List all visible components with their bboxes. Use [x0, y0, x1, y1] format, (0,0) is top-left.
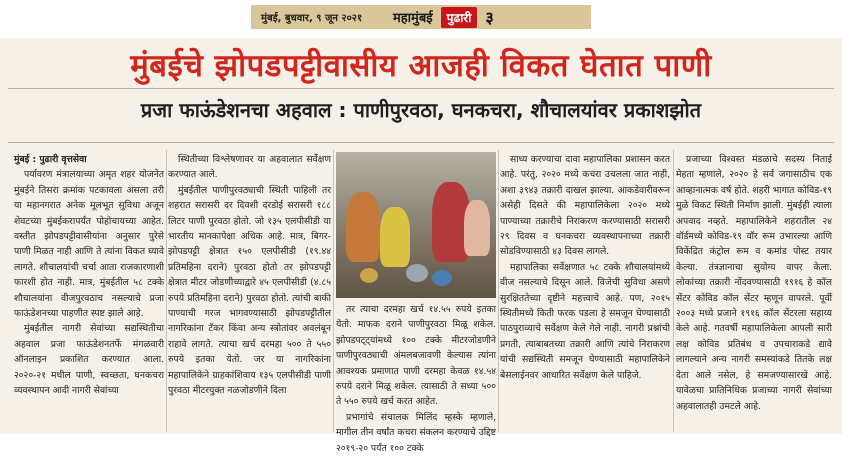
column-paragraph: प्रभागांचे संचालक मिलिंद म्हस्के म्हणाले, मागील तीन वर्षांत कचरा संकलन करण्याचे उद्दिष्ट २०१९-२० पर्यंत १०० टक्के [336, 411, 496, 454]
column-paragraph: मुंबईतील नागरी सेवांच्या सद्यस्थितीचा अहवाल प्रजा फाऊंडेशनतर्फे मंगळवारी ऑनलाइन प्रकाशित करण्यात आला. २०२०-२१ मधील पाणी, स्वच्छता, घनकचरा व्यवस्थापन आदी नागरी सेवांच्या [14, 323, 164, 397]
article-column-4 [500, 152, 670, 430]
article-column-2 [168, 152, 331, 430]
water-pot-icon [432, 270, 452, 286]
masthead-date: मुंबई, बुधवार, ९ जून २०२१ [261, 13, 363, 24]
article-column-3 [336, 302, 496, 454]
column-paragraph: मुंबईतील पाणीपुरवठ्याची स्थिती पाहिली तर शहरात सरासरी दर दिवशी दरडोई सरासरी १८८ लिटर पाणी पुरवठा होतो. जो १३५ एलपीसीडी या भारतीय मानकापेक्षा अधिक आहे. मात्र, बिगर-झोपडपट्टी क्षेत्रात १५० एलपीसीडी (१९.४४ प्रतिमहिना दराने) पुरवठा होतो तर झोपडपट्टी क्षेत्रात मीटर जोडणीच्याद्वारे ४५ एलपीसीडी (४.८५ रुपये प्रतिमहिना दराने) पुरवठा होतो. त्यांची बाकी पाण्याची गरज भागवण्यासाठी झोपडपट्टीतील नागरिकांना टँकर किंवा अन्य स्त्रोतांवर अवलंबून राहावे लागते. त्याचा खर्च दरमहा ५०० ते ५५० रुपये इतका येतो. जर या नागरिकांना महापालिकेने ग्राहकांशिवाय १३५ एलपीसीडी पाणी पुरवठा मीटरयुक्त नळजोडणीने दिला [168, 184, 331, 397]
article-photo [336, 152, 496, 298]
photo-figure [464, 200, 490, 256]
article-byline: मुंबई : पुढारी वृत्तसेवा [14, 154, 87, 165]
column-divider [673, 150, 674, 432]
article-subheadline: प्रजा फाऊंडेशनचा अहवाल : पाणीपुरवठा, घनकचरा, शौचालयांवर प्रकाशझोत [140, 98, 702, 122]
water-pot-icon [360, 268, 378, 283]
water-pot-icon [406, 264, 428, 282]
newspaper-masthead [251, 5, 591, 29]
column-paragraph: तर त्याचा दरमहा खर्च १४.५५ रुपये इतका येतो. माफक दराने पाणीपुरवठा मिळू शकेल. झोपडपट्ट्यांमध्ये १०० टक्के मीटरजोडणीने पाणीपुरवठ्याची अंमलबजावणी केल्यास त्यांना आवश्यक प्रमाणात पाणी दरमहा केवळ १४.५४ रुपये दराने मिळू शकेल. त्यासाठी ते सध्या ५०० ते ५५० रुपये खर्च करत आहेत. [336, 304, 496, 408]
newspaper-logo: पुढारी [441, 7, 478, 28]
column-paragraph: साध्य करण्याचा दावा महापालिका प्रशासन करत आहे. परंतु, २०२० मध्ये कचरा उचलला जात नाही, अशा ३९४३ तक्रारी दाखल झाल्या. आकडेवारीवरून असेही दिसते की महापालिकेला २०२० मध्ये पाण्याच्या तक्रारीचे निराकरण करण्यासाठी सरासरी २९ दिवस व घनकचरा व्यवस्थापनाच्या तक्रारी सोडविण्यासाठी ४३ दिवस लागले. [500, 154, 670, 258]
column-paragraph: महापालिका सर्वेक्षणात ५८ टक्के शौचालयांमध्ये वीज नसल्याचे दिसून आले. विजेची सुविधा असणे सुरक्षिततेच्या दृष्टीने महत्त्वाचे आहे. पण, २०१५ स्थितीमध्ये किती फरक पडला हे समजून घेण्यासाठी पाठपुराव्याचे सर्वेक्षण केले गेले नाही. नागरी प्रश्नांची प्रगती, त्याबाबतच्या तक्रारी आणि त्यांचे निराकरण यांची सद्यस्थिती समजून घेण्यासाठी महापालिकेने बेसलाईनवर आधारित सर्वेक्षण केले पाहिजे. [500, 261, 670, 381]
page-number: ३ [485, 8, 494, 27]
column-divider [166, 150, 167, 432]
article-column-1 [14, 152, 164, 430]
article-headline: मुंबईचे झोपडपट्टीवासीय आजही विकत घेतात पाणी [130, 48, 712, 84]
subheadline-divider [8, 142, 834, 143]
column-divider [498, 150, 499, 432]
masthead-section: महामुंबई [393, 11, 433, 26]
column-paragraph: प्रजाच्या विश्वस्त मंडळाचे सदस्य निताई मेहता म्हणाले, २०२० हे सर्व जगासाठीच एक आव्हानात्मक वर्ष होते. शहरी भागात कोविड-१९ मुळे विकट स्थिती निर्माण झाली. मुंबईही त्याला अपवाद नव्हते. महापालिकेने शहरातील २४ वॉर्डमध्ये कोविड-१९ वॉर रूम उभारल्या आणि विकेंद्रित कंट्रोल रूम व कमांड पोस्ट तयार केल्या. तंत्रज्ञानाचा सुयोग्य वापर केला. लोकांच्या तक्रारी नोंदवण्यासाठी १९१६ हे कॉल सेंटर कोविड कॉल सेंटर म्हणून वापरले. पूर्वी २००३ मध्ये प्रजाने १९१६ कॉल सेंटरला सहाय्य केले आहे. गतवर्षी महापालिकेला आपली सारी लक्ष कोविड प्रतिबंध व उपचाराकडे द्यावे लागल्याने अन्य नागरी समस्यांकडे तितके लक्ष देता आले नसेल, हे समजण्यासारखे आहे. यावेळचा प्रातिनिधिक प्रजाच्या नागरी सेवांच्या अहवालातही उमटले आहे. [676, 154, 832, 412]
column-divider [333, 150, 334, 432]
photo-figure [346, 192, 380, 262]
column-paragraph: स्थितीच्या विश्लेषणावर या अहवालात सर्वेक्षण करण्यात आले. [168, 154, 331, 181]
column-paragraph: पर्यावरण मंत्रालयाच्या अमृत शहर योजनेत मुंबईने तिसरा क्रमांक पटकावला असला तरी या महानगरात अनेक मूलभूत सुविधा अजून शेवटच्या मुंबईकरापर्यंत पोहोचायच्या आहेत. वस्तीत झोपडपट्टीवासीयांना अनुसार पुरेसे पाणी मिळत नाही आणि ते त्यांना विकत घ्यावे लागते. शौचालयांची चर्चा आता राजकारणाशी फारशी होत नाही. मात्र, मुंबईतील ५८ टक्के शौचालयांना वीजपुरवठाच नसल्याचे प्रजा फाऊंडेशनच्या पाहणीत स्पष्ट झाले आहे. [14, 169, 164, 320]
photo-figure [380, 207, 410, 267]
headline-divider [8, 88, 834, 89]
article-column-5 [676, 152, 832, 430]
